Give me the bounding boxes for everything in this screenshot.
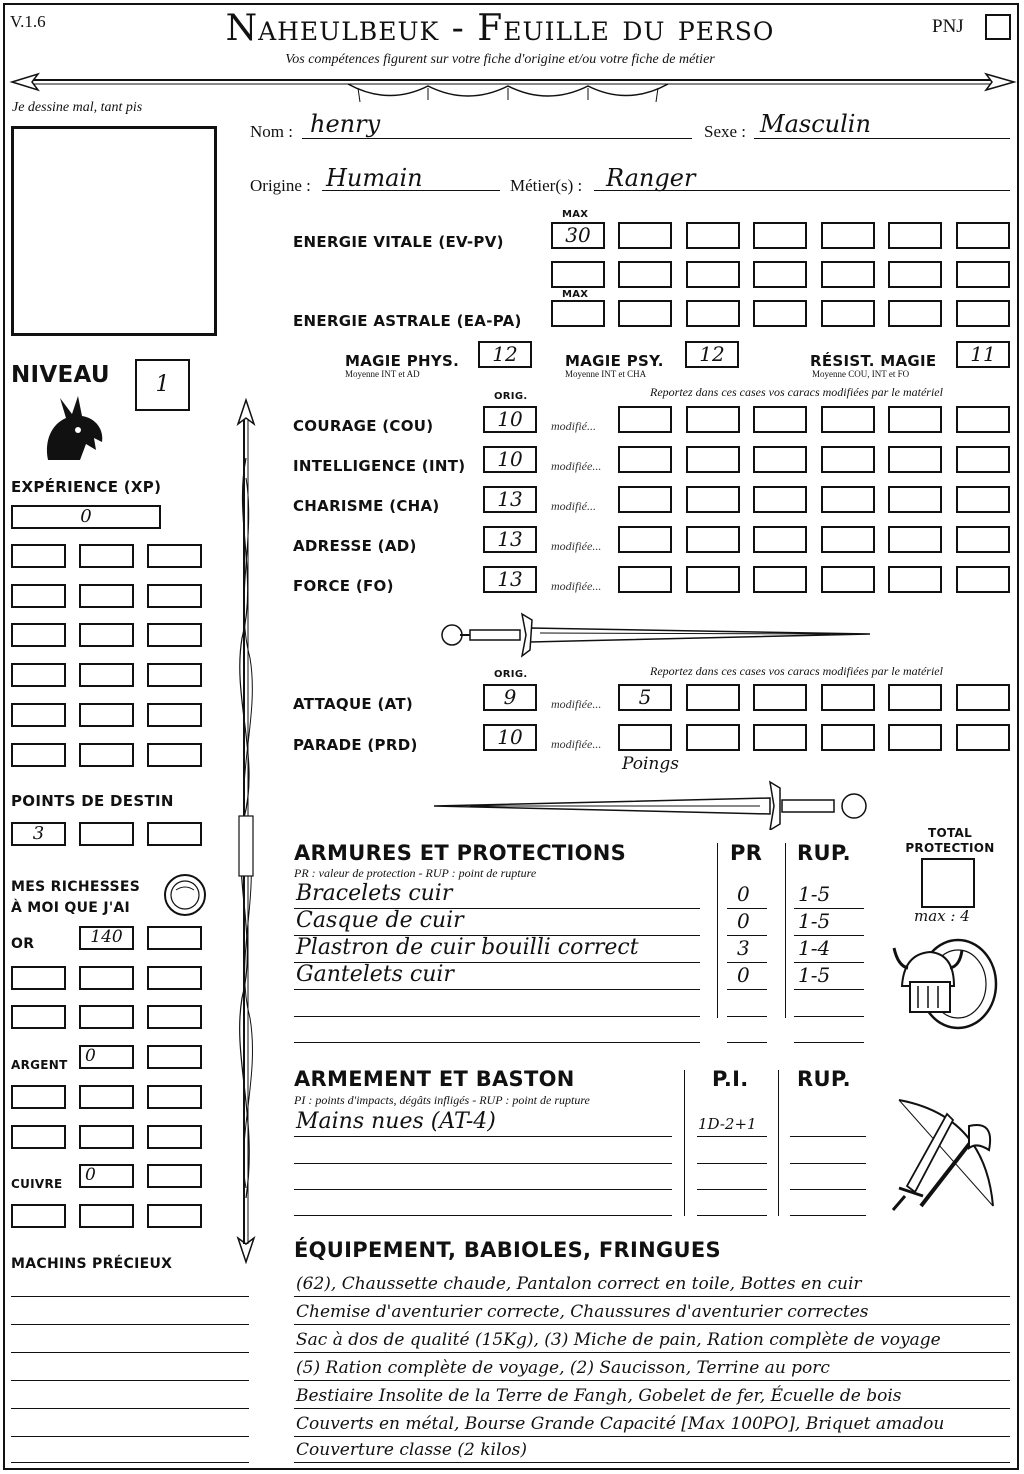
ev-row1-box-4[interactable] [821, 222, 875, 249]
precious-line-6[interactable] [11, 1462, 249, 1463]
xp-box-0-1[interactable] [79, 544, 134, 568]
ea-row1-box-5[interactable] [888, 300, 942, 327]
equipment-text-2[interactable]: Sac à dos de qualité (15Kg), (3) Miche de pain, Ration complète de voyage [296, 1330, 941, 1350]
xp-box-1-1[interactable] [79, 584, 134, 608]
gold-label: OR [11, 936, 35, 952]
stat-2-mod-box-3[interactable] [753, 486, 807, 513]
stat-1-mod-box-2[interactable] [686, 446, 740, 473]
dragon-icon [38, 390, 108, 466]
weapons-col-sep-2 [778, 1070, 779, 1216]
gold-extra-box-0-1[interactable] [79, 966, 134, 990]
silver-extra-box-0-1[interactable] [79, 1085, 134, 1109]
weapons-col-pi: P.I. [712, 1067, 749, 1091]
ea-label: ENERGIE ASTRALE (EA-PA) [293, 312, 522, 330]
weapon-rup-line-1 [790, 1163, 866, 1164]
ea-max-label: MAX [562, 289, 589, 300]
total-protection-line1: TOTAL [927, 826, 973, 840]
stat-orig-box-4[interactable]: 13 [483, 566, 537, 593]
stat-orig-box-2[interactable]: 13 [483, 486, 537, 513]
parry-label: PARADE (PRD) [293, 736, 418, 754]
copper-extra-box-0-1[interactable] [79, 1204, 134, 1228]
armor-col-rup: RUP. [797, 841, 851, 865]
armor-rup-0[interactable]: 1-5 [798, 882, 831, 906]
stat-label-3: ADRESSE (AD) [293, 537, 417, 555]
ev-row1-box-1[interactable] [618, 222, 672, 249]
armor-name-3[interactable]: Gantelets cuir [296, 962, 454, 987]
weapon-line-2 [294, 1189, 672, 1190]
copper-extra-box-0-0[interactable] [11, 1204, 66, 1228]
armor-line-4 [294, 1016, 700, 1017]
armor-pr-3[interactable]: 0 [737, 963, 750, 987]
armor-note: PR : valeur de protection - RUP : point de rupture [294, 866, 537, 880]
level-label: NIVEAU [11, 362, 110, 388]
stat-0-mod-box-6[interactable] [956, 406, 1010, 433]
parry-mod-box-1[interactable] [618, 724, 672, 751]
xp-box-1-2[interactable] [147, 584, 202, 608]
weapon-name-0[interactable]: Mains nues (AT-4) [296, 1109, 496, 1134]
copper-extra-box-0-2[interactable] [147, 1204, 202, 1228]
gold-extra-box-1-1[interactable] [79, 1005, 134, 1029]
ev-row2-box-5[interactable] [888, 261, 942, 288]
coin-icon [162, 872, 208, 918]
combat-report-note: Reportez dans ces cases vos caracs modifiées par le matériel [650, 664, 943, 678]
xp-box-3-0[interactable] [11, 663, 66, 687]
xp-box-1-0[interactable] [11, 584, 66, 608]
parry-mod-label: modifiée... [551, 737, 602, 751]
stat-3-mod-box-6[interactable] [956, 526, 1010, 553]
weapon-line-1 [294, 1163, 672, 1164]
armor-line-3 [294, 989, 700, 990]
armor-rup-3[interactable]: 1-5 [798, 963, 831, 987]
equipment-text-6[interactable]: Couverture classe (2 kilos) [296, 1440, 527, 1460]
xp-box-0-2[interactable] [147, 544, 202, 568]
stat-0-mod-box-3[interactable] [753, 406, 807, 433]
ev-row2-box-4[interactable] [821, 261, 875, 288]
armor-name-1[interactable]: Casque de cuir [296, 908, 464, 933]
stat-0-mod-box-4[interactable] [821, 406, 875, 433]
equipment-text-3[interactable]: (5) Ration complète de voyage, (2) Saucisson, Terrine au porc [296, 1358, 830, 1378]
xp-box-3-1[interactable] [79, 663, 134, 687]
precious-line-1[interactable] [11, 1324, 249, 1325]
gold-extra-box-1-0[interactable] [11, 1005, 66, 1029]
silver-label: ARGENT [11, 1058, 68, 1072]
vertical-spear [230, 398, 262, 1264]
stat-4-mod-box-3[interactable] [753, 566, 807, 593]
gold-box[interactable]: 140 [79, 926, 134, 950]
gold-extra-box-0-2[interactable] [147, 966, 202, 990]
ev-row1-box-5[interactable] [888, 222, 942, 249]
sex-label: Sexe : [704, 122, 747, 141]
magic-psy-box[interactable]: 12 [685, 341, 739, 368]
precious-line-5[interactable] [11, 1436, 249, 1437]
silver-extra-box-1-0[interactable] [11, 1125, 66, 1149]
attack-mod-box-2[interactable] [686, 684, 740, 711]
precious-line-4[interactable] [11, 1408, 249, 1409]
armor-rup-1[interactable]: 1-5 [798, 909, 831, 933]
sex-field[interactable]: Masculin [760, 110, 871, 138]
xp-box-2-2[interactable] [147, 623, 202, 647]
stat-label-0: COURAGE (COU) [293, 417, 434, 435]
sword-divider-bottom [430, 780, 875, 830]
stat-1-mod-box-6[interactable] [956, 446, 1010, 473]
weapon-pi-0[interactable]: 1D-2+1 [698, 1115, 757, 1133]
xp-box-2-0[interactable] [11, 623, 66, 647]
armor-line-5 [294, 1042, 700, 1043]
sheet-title: Naheulbeuk - Feuille du perso [225, 8, 775, 49]
weapons-col-sep-1 [684, 1070, 685, 1216]
armor-rup-2[interactable]: 1-4 [798, 936, 831, 960]
precious-label: MACHINS PRÉCIEUX [11, 1256, 173, 1272]
xp-label: EXPÉRIENCE (XP) [11, 478, 162, 496]
attack-mod-box-3[interactable] [753, 684, 807, 711]
portrait-caption: Je dessine mal, tant pis [12, 100, 143, 115]
magic-phys-label: MAGIE PHYS. [345, 352, 460, 370]
silver-extra-box-1-1[interactable] [79, 1125, 134, 1149]
job-label: Métier(s) : [510, 176, 583, 195]
stat-orig-box-1[interactable]: 10 [483, 446, 537, 473]
silver-extra-box-0-2[interactable] [147, 1085, 202, 1109]
stat-mod-label-1: modifiée... [551, 459, 602, 473]
xp-box-4-2[interactable] [147, 703, 202, 727]
fists-note: Poings [622, 754, 679, 774]
magic-phys-note: Moyenne INT et AD [345, 369, 420, 379]
portrait-box[interactable] [11, 126, 217, 336]
stat-label-4: FORCE (FO) [293, 577, 394, 595]
stat-label-2: CHARISME (CHA) [293, 497, 440, 515]
silver-extra-box-1-2[interactable] [147, 1125, 202, 1149]
stat-mod-label-4: modifiée... [551, 579, 602, 593]
stat-0-mod-box-2[interactable] [686, 406, 740, 433]
ev-row2-box-3[interactable] [753, 261, 807, 288]
equipment-text-5[interactable]: Couverts en métal, Bourse Grande Capacité [Max 100PO], Briquet amadou [296, 1414, 945, 1434]
ev-row2-box-6[interactable] [956, 261, 1010, 288]
sword-divider-top [430, 612, 875, 658]
destiny-box-2[interactable] [147, 822, 202, 846]
level-box[interactable]: 1 [135, 359, 190, 411]
precious-line-3[interactable] [11, 1380, 249, 1381]
ev-row2-box-2[interactable] [686, 261, 740, 288]
parry-mod-box-6[interactable] [956, 724, 1010, 751]
helmet-shield-icon [888, 928, 1000, 1034]
name-underline [302, 138, 692, 139]
total-protection-box[interactable] [921, 858, 975, 908]
stat-4-mod-box-5[interactable] [888, 566, 942, 593]
precious-line-0[interactable] [11, 1296, 249, 1297]
parry-mod-box-2[interactable] [686, 724, 740, 751]
armor-rup-line-5 [794, 1042, 864, 1043]
weapon-pi-line-1 [697, 1163, 767, 1164]
sheet-subtitle: Vos compétences figurent sur votre fiche d'origine et/ou votre fiche de métier [285, 52, 715, 67]
magic-psy-note: Moyenne INT et CHA [565, 369, 647, 379]
origin-label: Origine : [250, 176, 311, 195]
magic-phys-box[interactable]: 12 [478, 341, 532, 368]
armor-name-2[interactable]: Plastron de cuir bouilli correct [296, 935, 639, 960]
weapons-col-rup: RUP. [797, 1067, 851, 1091]
xp-box-2-1[interactable] [79, 623, 134, 647]
gold-box-2[interactable] [147, 926, 202, 950]
stats-orig-label: ORIG. [494, 391, 528, 402]
parry-orig-box[interactable]: 10 [483, 724, 537, 751]
parry-mod-box-3[interactable] [753, 724, 807, 751]
equipment-line-1 [294, 1324, 1010, 1325]
ev-label: ENERGIE VITALE (EV-PV) [293, 233, 504, 251]
ev-row2-box-1[interactable] [618, 261, 672, 288]
weapon-line-3 [294, 1215, 672, 1216]
stat-1-mod-box-4[interactable] [821, 446, 875, 473]
stat-3-mod-box-3[interactable] [753, 526, 807, 553]
magic-resist-box[interactable]: 11 [956, 341, 1010, 368]
stat-3-mod-box-4[interactable] [821, 526, 875, 553]
version-label: V.1.6 [10, 12, 46, 31]
stat-2-mod-box-1[interactable] [618, 486, 672, 513]
stat-1-mod-box-3[interactable] [753, 446, 807, 473]
attack-mod-label: modifiée... [551, 697, 602, 711]
weapon-rup-line-3 [790, 1215, 866, 1216]
stat-4-mod-box-1[interactable] [618, 566, 672, 593]
attack-mod-box-1[interactable]: 5 [618, 684, 672, 711]
origin-field[interactable]: Humain [326, 164, 423, 192]
magic-resist-label: RÉSIST. MAGIE [810, 352, 937, 370]
armor-rup-line-3 [794, 989, 864, 990]
ev-row1-box-2[interactable] [686, 222, 740, 249]
equipment-line-5 [294, 1436, 1010, 1437]
stat-1-mod-box-5[interactable] [888, 446, 942, 473]
ev-row1-box-3[interactable] [753, 222, 807, 249]
stat-3-mod-box-2[interactable] [686, 526, 740, 553]
destiny-box-0[interactable]: 3 [11, 822, 66, 846]
stat-2-mod-box-2[interactable] [686, 486, 740, 513]
destiny-box-1[interactable] [79, 822, 134, 846]
header-spear-divider [8, 66, 1018, 110]
wealth-label-line1: MES RICHESSES [11, 879, 141, 895]
armor-col-sep-1 [717, 843, 718, 1018]
attack-label: ATTAQUE (AT) [293, 695, 414, 713]
xp-box-3-2[interactable] [147, 663, 202, 687]
armor-pr-0[interactable]: 0 [737, 882, 750, 906]
equipment-line-6 [294, 1462, 1010, 1463]
magic-resist-note: Moyenne COU, INT et FO [812, 369, 910, 379]
equipment-line-4 [294, 1408, 1010, 1409]
name-label: Nom : [250, 122, 293, 141]
stat-4-mod-box-2[interactable] [686, 566, 740, 593]
xp-box[interactable]: 0 [11, 505, 161, 529]
sex-underline [754, 138, 1010, 139]
parry-mod-box-5[interactable] [888, 724, 942, 751]
ev-max-box[interactable]: 30 [551, 222, 605, 249]
job-field[interactable]: Ranger [606, 164, 696, 192]
ev-row2-box-0[interactable] [551, 261, 605, 288]
xp-box-5-2[interactable] [147, 743, 202, 767]
xp-box-5-1[interactable] [79, 743, 134, 767]
stat-orig-box-3[interactable]: 13 [483, 526, 537, 553]
copper-label: CUIVRE [11, 1177, 63, 1191]
armor-col-sep-2 [785, 843, 786, 1018]
equipment-line-2 [294, 1352, 1010, 1353]
copper-box[interactable]: 0 [79, 1164, 134, 1188]
attack-mod-box-6[interactable] [956, 684, 1010, 711]
weapon-pi-line-2 [697, 1189, 767, 1190]
xp-box-0-0[interactable] [11, 544, 66, 568]
precious-line-2[interactable] [11, 1352, 249, 1353]
total-protection-label [895, 826, 1005, 856]
weapons-title: ARMEMENT ET BASTON [294, 1067, 575, 1091]
stat-2-mod-box-4[interactable] [821, 486, 875, 513]
armor-pr-line-3 [727, 989, 767, 990]
weapon-rup-line-0 [790, 1136, 866, 1137]
ea-row1-box-2[interactable] [686, 300, 740, 327]
weapon-pi-line-3 [697, 1215, 767, 1216]
equipment-title: ÉQUIPEMENT, BABIOLES, FRINGUES [294, 1238, 721, 1262]
destiny-label: POINTS DE DESTIN [11, 792, 174, 810]
attack-mod-box-4[interactable] [821, 684, 875, 711]
xp-box-5-0[interactable] [11, 743, 66, 767]
wealth-label [11, 877, 140, 919]
armor-pr-line-5 [727, 1042, 767, 1043]
ev-row1-box-6[interactable] [956, 222, 1010, 249]
stat-4-mod-box-4[interactable] [821, 566, 875, 593]
stat-mod-label-3: modifiée... [551, 539, 602, 553]
stat-mod-label-0: modifié... [551, 419, 596, 433]
weapon-pi-line-0 [697, 1136, 767, 1137]
stat-3-mod-box-1[interactable] [618, 526, 672, 553]
stat-orig-box-0[interactable]: 10 [483, 406, 537, 433]
ev-max-label: MAX [562, 209, 589, 220]
equipment-text-4[interactable]: Bestiaire Insolite de la Terre de Fangh, Gobelet de fer, Écuelle de bois [296, 1386, 902, 1406]
ea-max-box[interactable] [551, 300, 605, 327]
total-protection-max: max : 4 [914, 907, 970, 925]
weapons-icon [885, 1096, 1007, 1218]
attack-orig-box[interactable]: 9 [483, 684, 537, 711]
xp-box-4-1[interactable] [79, 703, 134, 727]
stat-3-mod-box-5[interactable] [888, 526, 942, 553]
npc-checkbox[interactable] [985, 14, 1011, 40]
wealth-label-line2: À MOI QUE J'AI [11, 900, 131, 916]
total-protection-line2: PROTECTION [905, 841, 995, 855]
equipment-line-0 [294, 1296, 1010, 1297]
armor-col-pr: PR [730, 841, 763, 865]
gold-extra-box-0-0[interactable] [11, 966, 66, 990]
copper-box-2[interactable] [147, 1164, 202, 1188]
armor-title: ARMURES ET PROTECTIONS [294, 841, 627, 865]
stat-0-mod-box-5[interactable] [888, 406, 942, 433]
armor-pr-line-4 [727, 1016, 767, 1017]
weapon-line-0 [294, 1136, 672, 1137]
ea-row1-box-1[interactable] [618, 300, 672, 327]
silver-box[interactable]: 0 [79, 1045, 134, 1069]
magic-psy-label: MAGIE PSY. [565, 352, 664, 370]
equipment-line-3 [294, 1380, 1010, 1381]
equipment-text-1[interactable]: Chemise d'aventurier correcte, Chaussures d'aventurier correctes [296, 1302, 869, 1322]
equipment-text-0[interactable]: (62), Chaussette chaude, Pantalon correct en toile, Bottes en cuir [296, 1274, 862, 1294]
attack-mod-box-5[interactable] [888, 684, 942, 711]
weapon-rup-line-2 [790, 1189, 866, 1190]
stat-2-mod-box-5[interactable] [888, 486, 942, 513]
stat-label-1: INTELLIGENCE (INT) [293, 457, 466, 475]
weapons-note: PI : points d'impacts, dégâts infligés - RUP : point de rupture [294, 1093, 590, 1107]
combat-orig-label: ORIG. [494, 669, 528, 680]
xp-box-4-0[interactable] [11, 703, 66, 727]
ea-row1-box-6[interactable] [956, 300, 1010, 327]
stats-report-note: Reportez dans ces cases vos caracs modifiées par le matériel [650, 385, 943, 399]
silver-box-2[interactable] [147, 1045, 202, 1069]
armor-rup-line-4 [794, 1016, 864, 1017]
stat-0-mod-box-1[interactable] [618, 406, 672, 433]
silver-extra-box-0-0[interactable] [11, 1085, 66, 1109]
ea-row1-box-4[interactable] [821, 300, 875, 327]
armor-pr-2[interactable]: 3 [737, 936, 750, 960]
gold-extra-box-1-2[interactable] [147, 1005, 202, 1029]
npc-label: PNJ [932, 16, 964, 37]
ea-row1-box-3[interactable] [753, 300, 807, 327]
parry-mod-box-4[interactable] [821, 724, 875, 751]
stat-mod-label-2: modifié... [551, 499, 596, 513]
stat-4-mod-box-6[interactable] [956, 566, 1010, 593]
stat-2-mod-box-6[interactable] [956, 486, 1010, 513]
name-field[interactable]: henry [310, 110, 381, 138]
stat-1-mod-box-1[interactable] [618, 446, 672, 473]
armor-name-0[interactable]: Bracelets cuir [296, 881, 453, 906]
armor-pr-1[interactable]: 0 [737, 909, 750, 933]
